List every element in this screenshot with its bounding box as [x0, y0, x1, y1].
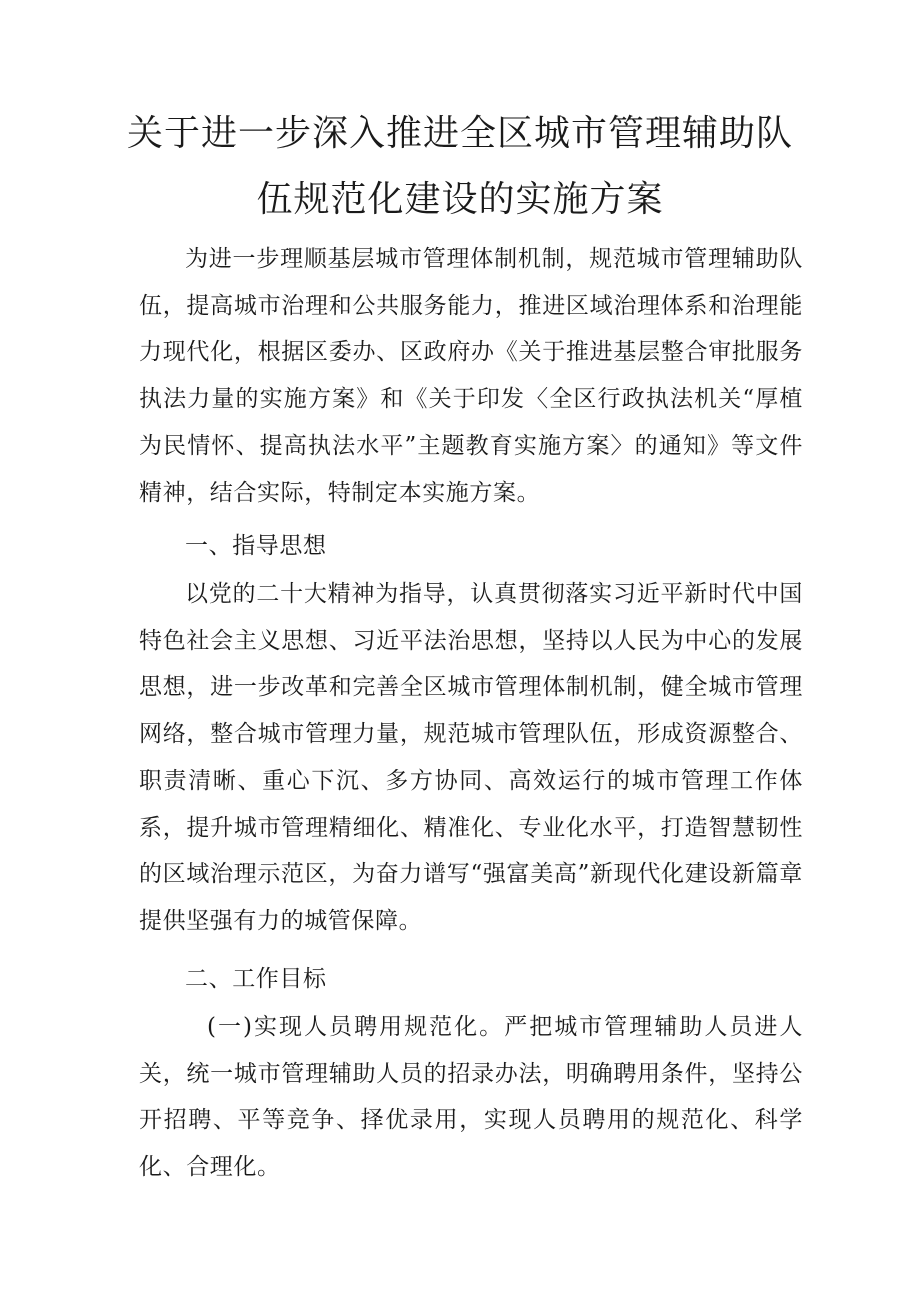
section1-paragraph: 以党的二十大精神为指导，认真贯彻落实习近平新时代中国特色社会主义思想、习近平法治思想，坚持以人民为中心的发展思想，进一步改革和完善全区城市管理体制机制，健全城市管理网络，整合城市管理力量，规范城市管理队伍，形成资源整合、职责清晰、重心下沉、多方协同、高效运行的城市管理工作体系，提升城市管理精细化、精准化、专业化水平，打造智慧韧性的区域治理示范区，为奋力谱写“强富美高”新现代化建设新篇章提供坚强有力的城管保障。 — [139, 581, 803, 934]
document-title-line2: 伍规范化建设的实施方案 — [256, 179, 664, 220]
document-title-line1: 关于进一步深入推进全区城市管理辅助队 — [126, 113, 793, 154]
section2-heading: 二、工作目标 — [185, 966, 327, 992]
intro-paragraph: 为进一步理顺基层城市管理体制机制，规范城市管理辅助队伍，提高城市治理和公共服务能力，推进区域治理体系和治理能力现代化，根据区委办、区政府办《关于推进基层整合审批服务执法力量的实施方案》和《关于印发〈全区行政执法机关“厚植为民情怀、提高执法水平”主题教育实施方案〉的通知》等文件精神，结合实际，特制定本实施方案。 — [139, 246, 803, 506]
section1-heading: 一、指导思想 — [185, 533, 327, 559]
section2-item1-paragraph: (一)实现人员聘用规范化。严把城市管理辅助人员进人关，统一城市管理辅助人员的招录办法，明确聘用条件，坚持公开招聘、平等竞争、择优录用，实现人员聘用的规范化、科学化、合理化。 — [139, 1014, 803, 1181]
